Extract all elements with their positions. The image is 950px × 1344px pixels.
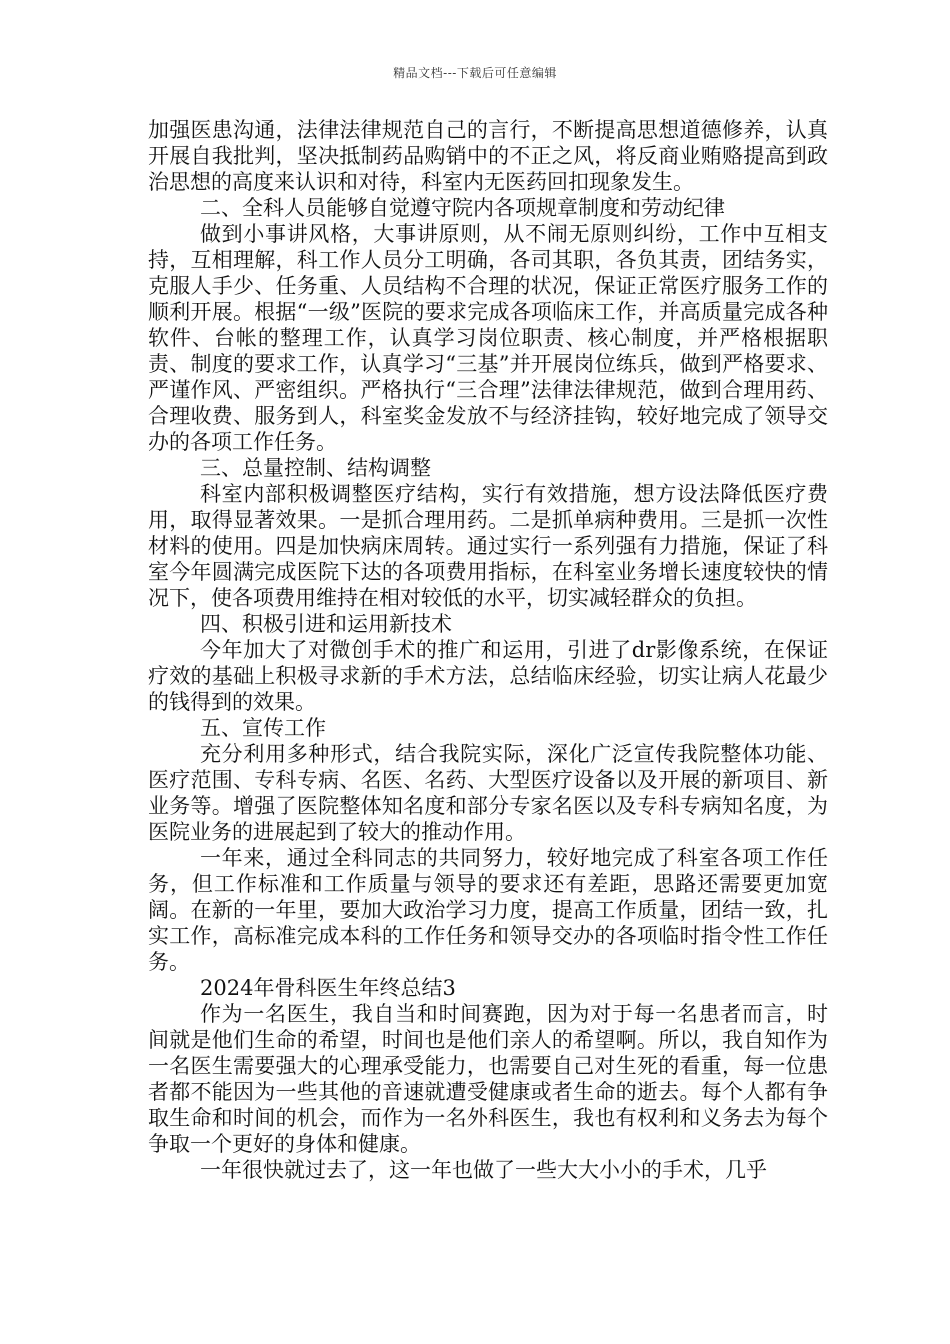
paragraph: 做到小事讲风格，大事讲原则，从不闹无原则纠纷，工作中互相支持，互相理解，科工作人员分工明确，各司其职，各负其责，团结务实，克服人手少、任务重、人员结构不合理的状况，保证正常医疗服务工作的顺利开展。根据“一级”医院的要求完成各项临床工作，并高质量完成各种软件、台帐的整理工作，认真学习岗位职责、核心制度，并严格根据职责、制度的要求工作，认真学习“三基”并开展岗位练兵，做到严格要求、严谨作风、严密组织。严格执行“三合理”法律法律规范，做到合理用药、合理收费、服务到人，科室奖金发放不与经济挂钩，较好地完成了领导交办的各项工作任务。 (148, 222, 828, 454)
paragraph: 一年很快就过去了，这一年也做了一些大大小小的手术，几乎 (200, 1158, 767, 1182)
paragraph: 科室内部积极调整医疗结构，实行有效措施，想方设法降低医疗费用，取得显著效果。一是抓合理用药。二是抓单病种费用。三是抓一次性材料的使用。四是加快病床周转。通过实行一系列强有力措施，保证了科室今年圆满完成医院下达的各项费用指标，在科室业务增长速度较快的情况下，使各项费用维持在相对较低的水平，切实减轻群众的负担。 (148, 482, 828, 610)
document-body (148, 117, 828, 1183)
section-heading-5: 五、宣传工作 (200, 716, 326, 740)
section-heading-4: 四、积极引进和运用新技术 (200, 612, 452, 636)
paragraph: 今年加大了对微创手术的推广和运用，引进了dr影像系统，在保证疗效的基础上积极寻求新的手术方法，总结临床经验，切实让病人花最少的钱得到的效果。 (148, 638, 828, 714)
section-heading-3: 三、总量控制、结构调整 (200, 456, 431, 480)
paragraph: 一年来，通过全科同志的共同努力，较好地完成了科室各项工作任务，但工作标准和工作质量与领导的要求还有差距，思路还需要更加宽阔。在新的一年里，要加大政治学习力度，提高工作质量，团结一致，扎实工作，高标准完成本科的工作任务和领导交办的各项临时指令性工作任务。 (148, 846, 828, 974)
paragraph: 充分利用多种形式，结合我院实际，深化广泛宣传我院整体功能、医疗范围、专科专病、名医、名药、大型医疗设备以及开展的新项目、新业务等。增强了医院整体知名度和部分专家名医以及专科专病知名度，为医院业务的进展起到了较大的推动作用。 (148, 742, 828, 844)
page-header: 精品文档---下载后可任意编辑 (393, 66, 557, 80)
document-subtitle: 2024年骨科医生年终总结3 (200, 976, 456, 1000)
paragraph-continuation: 加强医患沟通，法律法律规范自己的言行，不断提高思想道德修养，认真开展自我批判，坚决抵制药品购销中的不正之风，将反商业贿赂提高到政治思想的高度来认识和对待，科室内无医药回扣现象发生。 (148, 118, 828, 194)
paragraph: 作为一名医生，我自当和时间赛跑，因为对于每一名患者而言，时间就是他们生命的希望，时间也是他们亲人的希望啊。所以，我自知作为一名医生需要强大的心理承受能力，也需要自己对生死的看重，每一位患者都不能因为一些其他的音速就遭受健康或者生命的逝去。每个人都有争取生命和时间的机会，而作为一名外科医生，我也有权利和义务去为每个争取一个更好的身体和健康。 (148, 1002, 828, 1156)
section-heading-2: 二、全科人员能够自觉遵守院内各项规章制度和劳动纪律 (200, 196, 725, 220)
